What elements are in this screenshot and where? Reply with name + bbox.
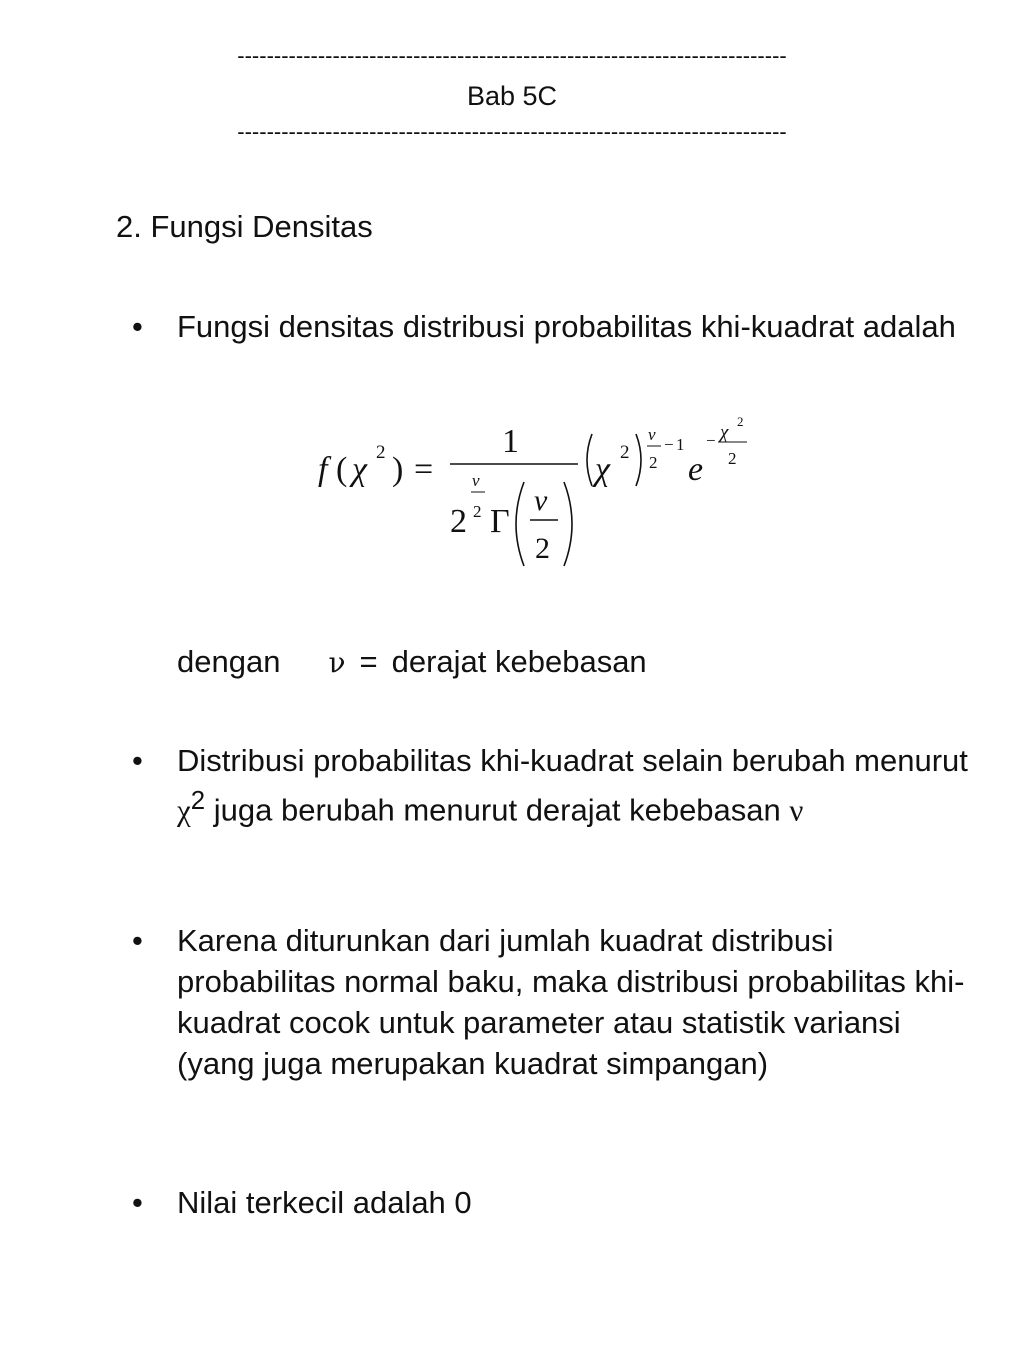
formula-gamma: Γ: [490, 503, 510, 540]
formula-power-exp-nu: ν: [648, 425, 656, 444]
section-heading: 2. Fungsi Densitas: [116, 209, 373, 244]
bullet-text: Nilai terkecil adalah 0: [177, 1185, 472, 1220]
nu-symbol: ν: [789, 792, 804, 828]
bullet-item-variation: [132, 740, 972, 830]
formula-power-exp-one: 1: [676, 435, 685, 454]
formula-lparen: (: [336, 451, 348, 488]
formula-gamma-nu: ν: [534, 484, 548, 517]
bottom-dashed-rule: ---------------------------------------------------------------------------: [237, 120, 787, 144]
formula-den-base-two: 2: [450, 503, 467, 540]
formula-power-rparen: [636, 434, 641, 486]
chapter-title: Bab 5C: [466, 81, 558, 111]
note-equals: =: [359, 644, 378, 679]
bullet-text: [177, 740, 972, 830]
formula-e-exp-chi-sq: 2: [737, 414, 744, 429]
formula-chi-rhs: χ: [595, 451, 610, 488]
note-nu-symbol: ν: [328, 646, 346, 679]
bullet-dot: •: [132, 309, 143, 344]
bullet-dot: •: [132, 923, 143, 958]
formula-f: f: [318, 451, 328, 488]
bullet-text: Karena diturunkan dari jumlah kuadrat distribusi probabilitas normal baku, maka distribusi probabilitas khi-kuadrat cocok untuk parameter atau statistik variansi (yang juga merupakan kuadrat simpangan): [177, 923, 965, 1081]
formula-gamma-lparen: [516, 482, 524, 566]
formula-den-exp-nu: ν: [472, 471, 480, 490]
chi-symbol: χ: [177, 792, 191, 828]
formula-gamma-two: 2: [535, 532, 550, 565]
formula-power-exp-minus: −: [664, 435, 674, 454]
formula-e-exp-two: 2: [728, 449, 737, 468]
bullet-dot: •: [132, 743, 143, 778]
formula-equals: =: [414, 451, 434, 488]
formula-chi-rhs-exp: 2: [620, 442, 630, 463]
nu-definition-line: [177, 643, 647, 682]
formula-gamma-rparen: [564, 482, 572, 566]
note-label: dengan: [177, 644, 281, 679]
note-definition: derajat kebebasan: [391, 644, 647, 679]
bullet-item-derivation: [132, 920, 972, 1084]
density-formula: [300, 400, 780, 580]
formula-chi-lhs-exp: 2: [376, 442, 386, 463]
bullet-item-min-value: [132, 1182, 972, 1223]
formula-numerator-one: 1: [502, 423, 519, 460]
bullet-text: Fungsi densitas distribusi probabilitas khi-kuadrat adalah: [177, 309, 956, 344]
chi-superscript: 2: [190, 787, 206, 815]
formula-power-exp-two: 2: [649, 453, 658, 472]
formula-e-exp-chi: χ: [720, 422, 729, 443]
formula-e: e: [688, 451, 704, 488]
top-dashed-rule: ---------------------------------------------------------------------------: [237, 44, 787, 68]
formula-den-exp-two: 2: [473, 502, 482, 521]
bullet-text-part: juga berubah menurut derajat kebebasan: [205, 792, 790, 828]
bullet-dot: •: [132, 1185, 143, 1220]
formula-rparen: ): [392, 451, 404, 488]
formula-e-exp-minus: −: [706, 431, 716, 450]
formula-power-lparen: [587, 434, 592, 486]
formula-chi-lhs: χ: [352, 451, 367, 488]
bullet-item-density-intro: [132, 306, 972, 347]
bullet-text-part: Distribusi probabilitas khi-kuadrat selain berubah menurut: [177, 743, 968, 778]
